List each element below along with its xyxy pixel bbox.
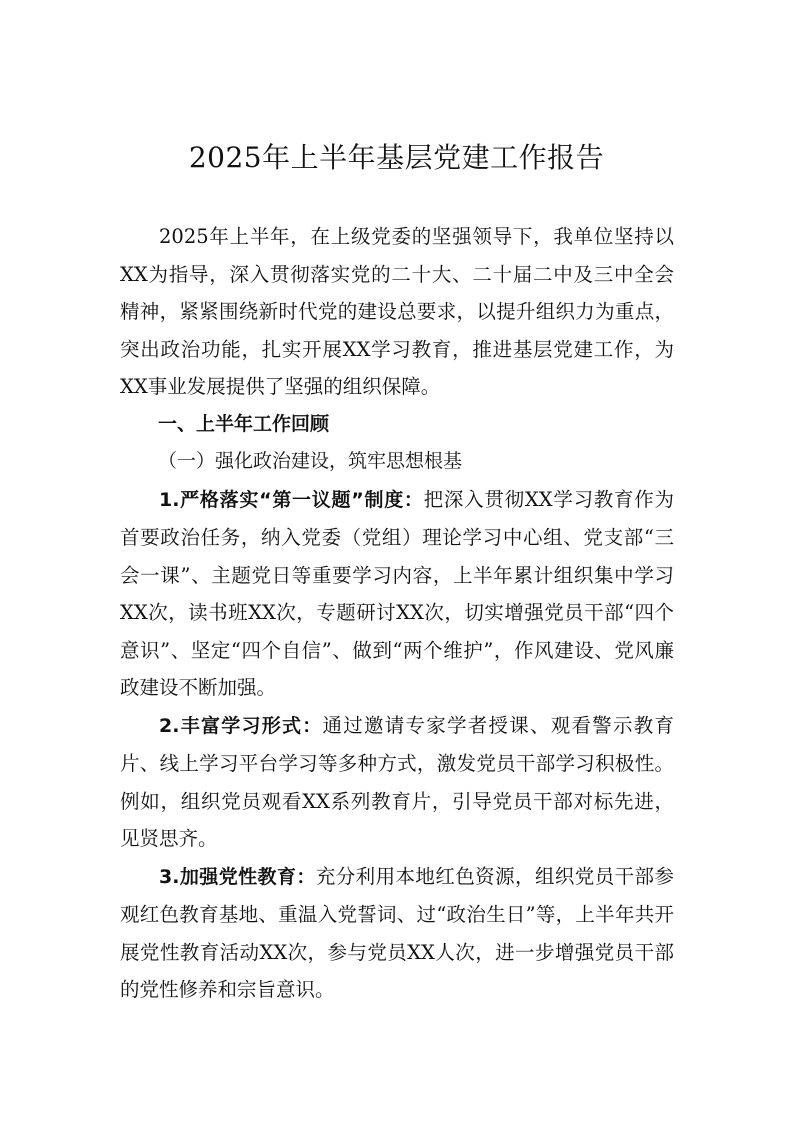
item-lead: 2.丰富学习形式： [159,714,323,737]
item-lead: 1.严格落实“第一议题”制度： [159,488,424,511]
item-lead: 3.加强党性教育： [159,865,316,888]
document-body [120,218,674,1009]
subsection-heading: （一）强化政治建设，筑牢思想根基 [158,450,463,472]
document-title: 2025年上半年基层党建工作报告 [188,141,605,174]
list-item [120,481,674,707]
item-text: 充分利用本地红色资源，组织党员干部参观红色教育基地、重温入党誓词、过“政治生日”等，上半年共开展党性教育活动XX次，参与党员XX人次，进一步增强党员干部的党性修养和宗旨意识。 [120,864,674,1001]
list-item [120,858,674,1009]
intro-paragraph: 2025年上半年，在上级党委的坚强领导下，我单位坚持以XX为指导，深入贯彻落实党的二十大、二十届二中及三中全会精神，紧紧围绕新时代党的建设总要求，以提升组织力为重点，突出政治功能，扎实开展XX学习教育，推进基层党建工作，为XX事业发展提供了坚强的组织保障。 [120,225,674,398]
item-text: 把深入贯彻XX学习教育作为首要政治任务，纳入党委（党组）理论学习中心组、党支部“三会一课”、主题党日等重要学习内容，上半年累计组织集中学习XX次，读书班XX次，专题研讨XX次，切实增强党员干部“四个意识”、坚定“四个自信”、做到“两个维护”，作风建设、党风廉政建设不断加强。 [120,487,674,699]
item-text: 通过邀请专家学者授课、观看警示教育片、线上学习平台学习等多种方式，激发党员干部学习积极性。例如，组织党员观看XX系列教育片，引导党员干部对标先进，见贤思齐。 [120,713,674,850]
list-item [120,707,674,858]
section-heading: 一、上半年工作回顾 [158,412,330,435]
